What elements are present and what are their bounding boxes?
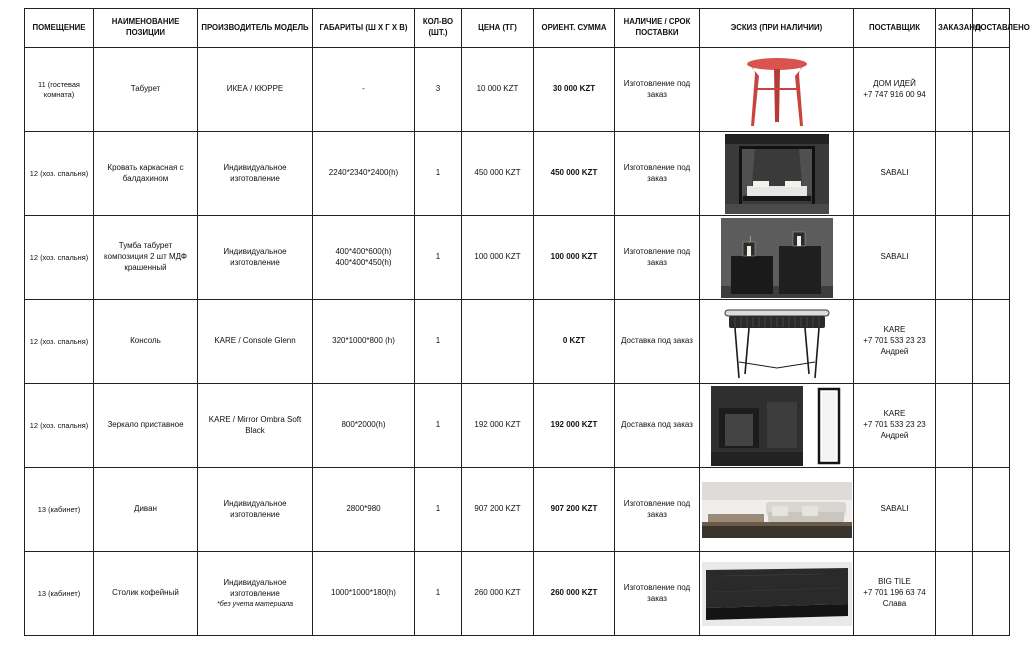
delivered-cell (973, 468, 1010, 552)
ordered-cell (936, 132, 973, 216)
room-cell: 12 (хоз. спальня) (25, 132, 94, 216)
header-maker: ПРОИЗВОДИТЕЛЬ МОДЕЛЬ (198, 9, 313, 48)
sketch-nightstands (702, 218, 851, 298)
sketch-cell (700, 48, 854, 132)
header-row (25, 9, 1010, 48)
sum-cell: 907 200 KZT (534, 468, 615, 552)
sum-cell: 260 000 KZT (534, 552, 615, 636)
quantity-cell: 1 (415, 552, 462, 636)
specification-sheet (24, 8, 1030, 636)
table-row (25, 468, 1010, 552)
header-delivered: ДОСТАВЛЕНО (973, 9, 1010, 48)
delivered-cell (973, 132, 1010, 216)
item-name-cell: Диван (94, 468, 198, 552)
supplier-cell: ДОМ ИДЕЙ +7 747 916 00 94 (854, 48, 936, 132)
delivered-cell (973, 384, 1010, 468)
availability-cell: Доставка под заказ (615, 300, 700, 384)
price-cell: 192 000 KZT (462, 384, 534, 468)
header-sum: ОРИЕНТ. СУММА (534, 9, 615, 48)
maker-text: Индивидуальное изготовление (223, 577, 287, 598)
item-name-cell: Консоль (94, 300, 198, 384)
sketch-red-stool (702, 50, 851, 130)
maker-text: Индивидуальное изготовление (223, 162, 287, 183)
delivered-cell (973, 48, 1010, 132)
item-name-cell: Зеркало приставное (94, 384, 198, 468)
availability-cell: Изготовление под заказ (615, 216, 700, 300)
room-cell: 12 (хоз. спальня) (25, 216, 94, 300)
maker-text: KARE / Console Glenn (214, 336, 296, 346)
maker-note: *без учета материала (216, 600, 294, 608)
item-name-cell: Столик кофейный (94, 552, 198, 636)
delivered-cell (973, 216, 1010, 300)
availability-cell: Доставка под заказ (615, 384, 700, 468)
supplier-cell: SABALI (854, 132, 936, 216)
price-cell: 450 000 KZT (462, 132, 534, 216)
quantity-cell: 3 (415, 48, 462, 132)
sum-cell: 30 000 KZT (534, 48, 615, 132)
maker-cell (198, 48, 313, 132)
ordered-cell (936, 300, 973, 384)
sketch-cell (700, 300, 854, 384)
sketch-mirror (702, 386, 851, 466)
price-cell: 10 000 KZT (462, 48, 534, 132)
ordered-cell (936, 48, 973, 132)
room-cell: 11 (гостевая комната) (25, 48, 94, 132)
item-name-cell: Тумба табурет композиция 2 шт МДФ крашенный (94, 216, 198, 300)
dimensions-cell: 1000*1000*180(h) (313, 552, 415, 636)
dimensions-cell: 2240*2340*2400(h) (313, 132, 415, 216)
sketch-coffee-table (702, 554, 851, 634)
sketch-sofa (702, 470, 851, 550)
price-cell: 100 000 KZT (462, 216, 534, 300)
supplier-cell: SABALI (854, 216, 936, 300)
quantity-cell: 1 (415, 132, 462, 216)
ordered-cell (936, 216, 973, 300)
header-dims: ГАБАРИТЫ (Ш Х Г Х В) (313, 9, 415, 48)
header-availability: НАЛИЧИЕ / СРОК ПОСТАВКИ (615, 9, 700, 48)
quantity-cell: 1 (415, 468, 462, 552)
ordered-cell (936, 384, 973, 468)
room-cell: 12 (хоз. спальня) (25, 384, 94, 468)
table-row (25, 48, 1010, 132)
sketch-cell (700, 552, 854, 636)
item-name-cell: Кровать каркасная с балдахином (94, 132, 198, 216)
maker-cell (198, 384, 313, 468)
quantity-cell: 1 (415, 216, 462, 300)
availability-cell: Изготовление под заказ (615, 552, 700, 636)
sketch-cell (700, 468, 854, 552)
sketch-cell (700, 132, 854, 216)
room-cell: 13 (кабинет) (25, 468, 94, 552)
sketch-cell (700, 216, 854, 300)
price-cell: 260 000 KZT (462, 552, 534, 636)
maker-cell (198, 216, 313, 300)
table-body (25, 48, 1010, 636)
header-price: ЦЕНА (ТГ) (462, 9, 534, 48)
delivered-cell (973, 300, 1010, 384)
item-name-cell: Табурет (94, 48, 198, 132)
furniture-spec-table (24, 8, 1030, 636)
supplier-cell: KARE +7 701 533 23 23 Андрей (854, 300, 936, 384)
table-row (25, 132, 1010, 216)
header-qty: КОЛ-ВО (ШТ.) (415, 9, 462, 48)
price-cell: 907 200 KZT (462, 468, 534, 552)
maker-cell (198, 300, 313, 384)
dimensions-cell: 800*2000(h) (313, 384, 415, 468)
supplier-cell: KARE +7 701 533 23 23 Андрей (854, 384, 936, 468)
availability-cell: Изготовление под заказ (615, 48, 700, 132)
ordered-cell (936, 468, 973, 552)
maker-cell (198, 468, 313, 552)
dimensions-cell: 400*400*600(h) 400*400*450(h) (313, 216, 415, 300)
delivered-cell (973, 552, 1010, 636)
maker-text: Индивидуальное изготовление (223, 246, 287, 267)
table-row (25, 300, 1010, 384)
header-item: НАИМЕНОВАНИЕ ПОЗИЦИИ (94, 9, 198, 48)
availability-cell: Изготовление под заказ (615, 132, 700, 216)
sum-cell: 100 000 KZT (534, 216, 615, 300)
ordered-cell (936, 552, 973, 636)
sketch-console (702, 302, 851, 382)
maker-cell (198, 132, 313, 216)
header-ordered: ЗАКАЗАНО (936, 9, 973, 48)
dimensions-cell: - (313, 48, 415, 132)
quantity-cell: 1 (415, 384, 462, 468)
quantity-cell: 1 (415, 300, 462, 384)
room-cell: 12 (хоз. спальня) (25, 300, 94, 384)
header-supplier: ПОСТАВЩИК (854, 9, 936, 48)
room-cell: 13 (кабинет) (25, 552, 94, 636)
dimensions-cell: 320*1000*800 (h) (313, 300, 415, 384)
sum-cell: 0 KZT (534, 300, 615, 384)
supplier-cell: SABALI (854, 468, 936, 552)
maker-text: Индивидуальное изготовление (223, 498, 287, 519)
header-sketch: ЭСКИЗ (ПРИ НАЛИЧИИ) (700, 9, 854, 48)
table-row (25, 384, 1010, 468)
table-row (25, 216, 1010, 300)
sum-cell: 450 000 KZT (534, 132, 615, 216)
sum-cell: 192 000 KZT (534, 384, 615, 468)
sketch-cell (700, 384, 854, 468)
maker-text: KARE / Mirror Ombra Soft Black (208, 414, 302, 435)
sketch-canopy-bed (702, 134, 851, 214)
availability-cell: Изготовление под заказ (615, 468, 700, 552)
dimensions-cell: 2800*980 (313, 468, 415, 552)
header-room: ПОМЕЩЕНИЕ (25, 9, 94, 48)
maker-cell (198, 552, 313, 636)
supplier-cell: BIG TILE +7 701 196 63 74 Слава (854, 552, 936, 636)
maker-text: ИКЕА / КЮРРЕ (226, 84, 284, 94)
price-cell (462, 300, 534, 384)
table-row (25, 552, 1010, 636)
